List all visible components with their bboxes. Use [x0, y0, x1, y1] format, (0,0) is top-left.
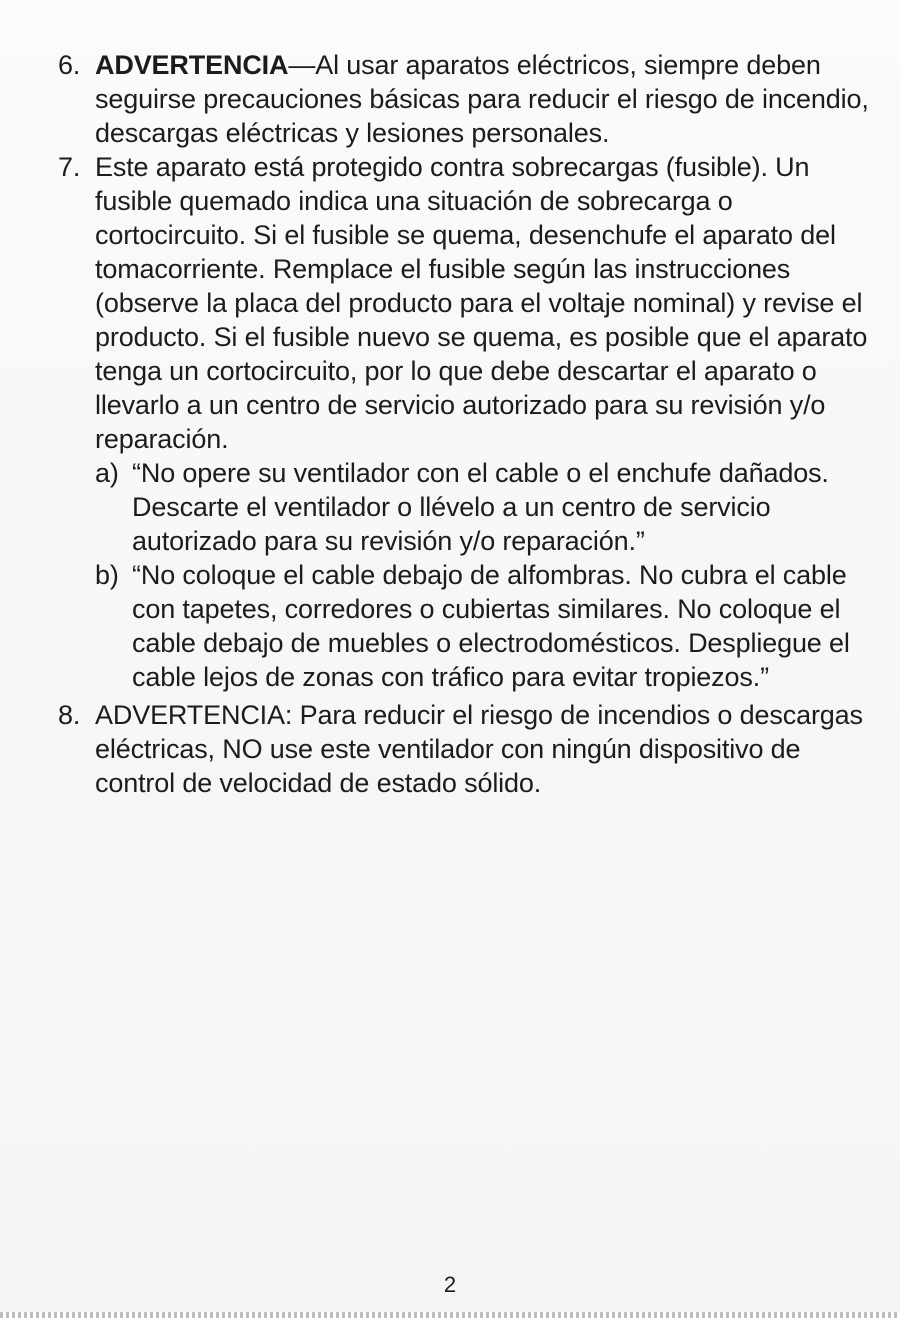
subitem-b — [95, 558, 870, 694]
item-number: 6. — [58, 50, 81, 80]
subitem-text: “No coloque el cable debajo de alfombras. No cubra el cable con tapetes, corredores o cubiertas similares. No coloque el cable debajo de muebles o electrodomésticos. Despliegue el cable lejos de zonas con tráfico para evitar tropiezos.” — [132, 560, 850, 692]
warning-label: ADVERTENCIA — [95, 50, 289, 80]
item-body: ADVERTENCIA: Para reducir el riesgo de incendios o descargas eléctricas, NO use este ventilador con ningún dispositivo de control de velocidad de estado sólido. — [95, 700, 863, 798]
subitem-label: a) — [95, 458, 119, 488]
subitem-a — [95, 456, 870, 558]
subitem-label: b) — [95, 560, 119, 590]
instructions-list — [58, 48, 870, 800]
instruction-item-7 — [58, 150, 870, 694]
subitem-text: “No opere su ventilador con el cable o el enchufe dañados. Descarte el ventilador o llévelo a un centro de servicio autorizado para su revisión y/o reparación.” — [132, 458, 829, 556]
item-body — [95, 150, 870, 694]
instruction-item-6 — [58, 48, 870, 150]
page-number: 2 — [443, 1272, 457, 1297]
item-text: —Al usar aparatos eléctricos, siempre deben seguirse precauciones básicas para reducir el riesgo de incendio, descargas eléctricas y lesiones personales. — [95, 50, 869, 148]
item-body — [95, 48, 870, 150]
item-number: 8. — [58, 700, 81, 730]
item-number: 7. — [58, 152, 81, 182]
page-edge-divider — [0, 1312, 900, 1318]
instruction-item-8 — [58, 698, 870, 800]
item-text: Este aparato está protegido contra sobrecargas (fusible). Un fusible quemado indica una situación de sobrecarga o cortocircuito. Si el fusible se quema, desenchufe el aparato del tomacorriente. Remplace el fusible según las instrucciones (observe la placa del producto para el voltaje nominal) y revise el producto. Si el fusible nuevo se quema, es posible que el aparato tenga un cortocircuito, por lo que debe descartar el aparato o llevarlo a un centro de servicio autorizado para su revisión y/o reparación. — [95, 152, 868, 454]
